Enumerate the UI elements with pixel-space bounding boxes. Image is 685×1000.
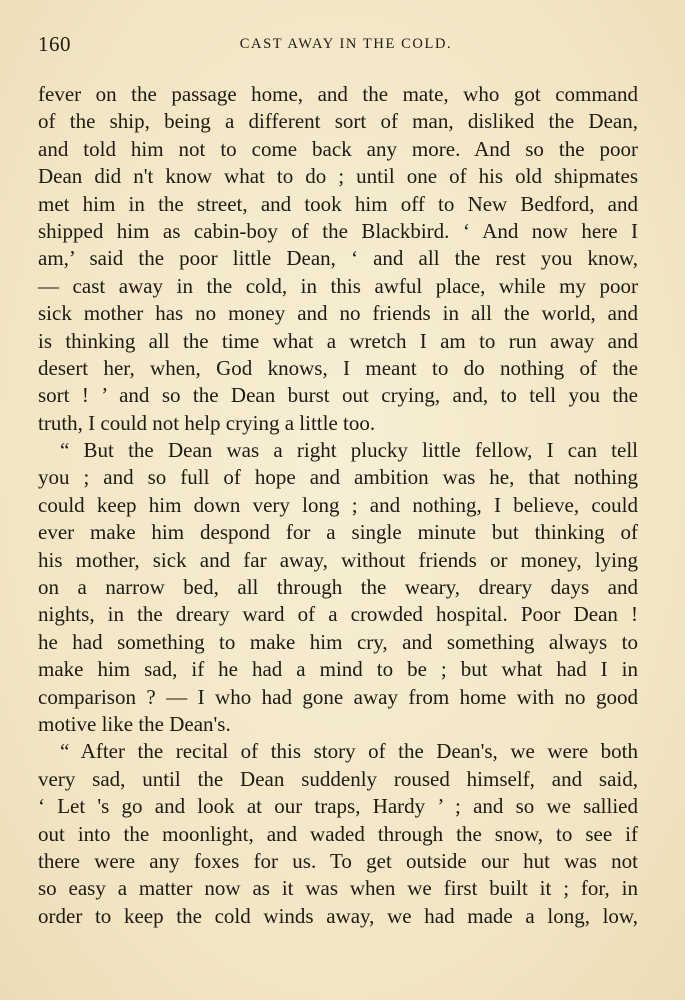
paragraph-end-line: motive like the Dean's.	[38, 711, 231, 736]
text-line: order to keep the cold winds away, we had made a long, low,	[38, 903, 638, 928]
text-line: he had something to make him cry, and something always to	[38, 629, 638, 654]
text-line: Dean did n't know what to do ; until one of his old shipmates	[38, 164, 638, 189]
text-line: you ; and so full of hope and ambition was he, that nothing	[38, 465, 638, 490]
text-line: sick mother has no money and no friends in all the world, and	[38, 301, 638, 326]
text-line: shipped him as cabin-boy of the Blackbird. ‘ And now here I	[38, 218, 638, 243]
text-line: comparison ? — I who had gone away from home with no good	[38, 684, 638, 709]
text-line: could keep him down very long ; and nothing, I believe, could	[38, 492, 638, 517]
text-line: ever make him despond for a single minute but thinking of	[38, 520, 638, 545]
text-line: is thinking all the time what a wretch I am to run away and	[38, 328, 638, 353]
text-line: nights, in the dreary ward of a crowded hospital. Poor Dean !	[38, 602, 638, 627]
text-line: there were any foxes for us. To get outside our hut was not	[38, 848, 638, 873]
text-line: desert her, when, God knows, I meant to do nothing of the	[38, 355, 638, 380]
text-line: sort ! ’ and so the Dean burst out crying, and, to tell you the	[38, 383, 638, 408]
text-line: ‘ Let 's go and look at our traps, Hardy ’ ; and so we sallied	[38, 794, 638, 819]
text-line: and told him not to come back any more. And so the poor	[38, 136, 638, 161]
text-line: make him sad, if he had a mind to be ; but what had I in	[38, 657, 638, 682]
text-line: am,’ said the poor little Dean, ‘ and all the rest you know,	[38, 246, 638, 271]
running-title: CAST AWAY IN THE COLD.	[239, 36, 453, 52]
text-line: met him in the street, and took him off to New Bedford, and	[38, 191, 638, 216]
text-line: — cast away in the cold, in this awful place, while my poor	[38, 273, 638, 298]
page-number: 160	[38, 32, 71, 56]
paragraph-start-line: “ After the recital of this story of the Dean's, we were both	[60, 739, 638, 764]
text-line: fever on the passage home, and the mate, who got command	[38, 82, 638, 106]
running-head	[38, 32, 638, 58]
text-line: very sad, until the Dean suddenly roused himself, and said,	[38, 766, 638, 791]
text-line: of the ship, being a different sort of man, disliked the Dean,	[38, 109, 638, 134]
text-line: his mother, sick and far away, without friends or money, lying	[38, 547, 638, 572]
text-line: on a narrow bed, all through the weary, dreary days and	[38, 575, 638, 600]
paragraph-end-line: truth, I could not help crying a little too.	[38, 410, 376, 435]
paragraph-start-line: “ But the Dean was a right plucky little fellow, I can tell	[60, 438, 638, 463]
text-line: so easy a matter now as it was when we first built it ; for, in	[38, 876, 638, 901]
text-line: out into the moonlight, and waded through the snow, to see if	[38, 821, 638, 846]
body-text	[38, 81, 638, 930]
